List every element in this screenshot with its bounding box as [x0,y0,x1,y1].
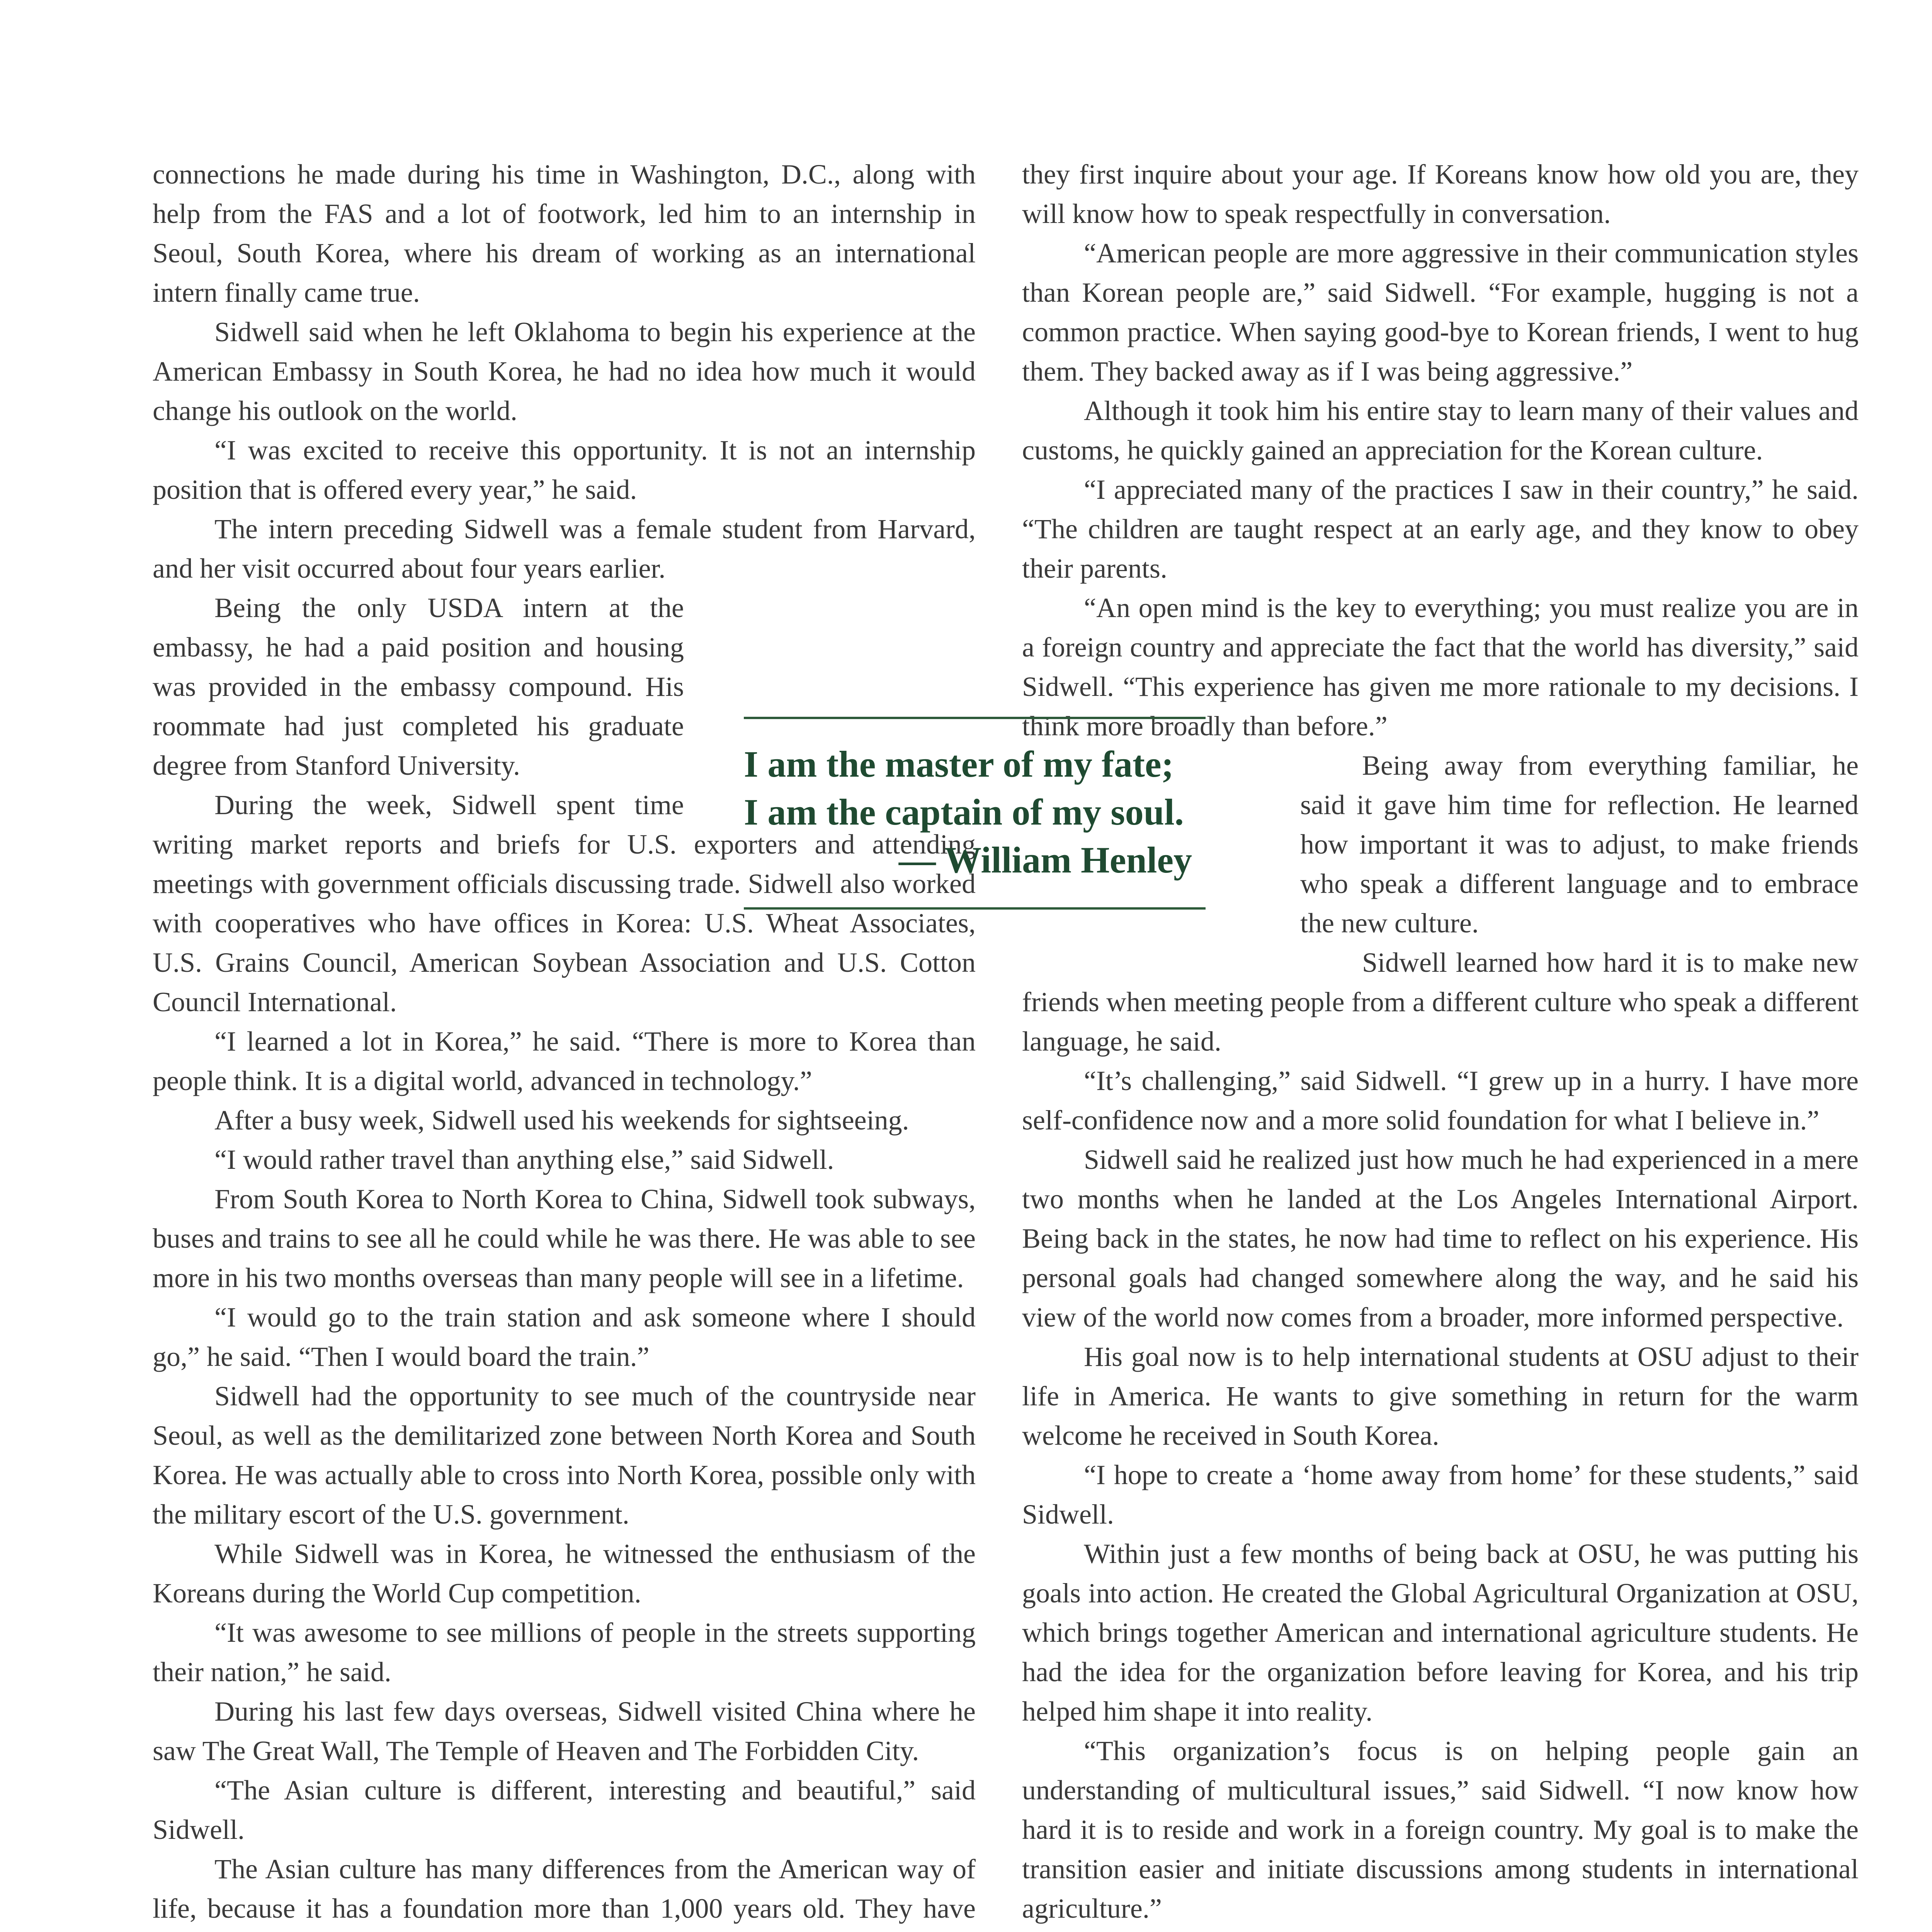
paragraph: “An open mind is the key to everything; you must realize you are in a foreign country and appreciate the fact that the world has diversity,” said Sidwell. “This experience has given me more rationale to my decisions. I think more broadly than before.” [1022,592,1859,742]
paragraph: During his last few days overseas, Sidwell visited China where he saw The Great Wall, The Temple of Heaven and The Forbidden City. [153,1696,976,1766]
paragraph: The Asian culture has many differences from the American way of life, because it has a foundation more than 1,000 years old. They have [153,1854,976,1924]
paragraph: His goal now is to help international students at OSU adjust to their life in America. He wants to give something in return for the warm welcome he received in South Korea. [1022,1341,1859,1451]
paragraph: Sidwell said he realized just how much he had experienced in a mere two months when he landed at the Los Angeles International Airport. Being back in the states, he now had time to reflect on his experience. His personal goals had changed somewhere along the way, and he said his view of the world now comes from a broader, more informed perspective. [1022,1144,1859,1333]
paragraph: “The Asian culture is different, interesting and beautiful,” said Sidwell. [153,1775,976,1845]
paragraph: “I would go to the train station and ask someone where I should go,” he said. “Then I would board the train.” [153,1302,976,1372]
paragraph: While Sidwell was in Korea, he witnessed the enthusiasm of the Koreans during the World Cup competition. [153,1538,976,1609]
paragraph: From South Korea to North Korea to China, Sidwell took subways, buses and trains to see all he could while he was there. He was able to see more in his two months overseas than many people will see in a lifetime. [153,1184,976,1293]
paragraph: “This organization’s focus is on helping people gain an understanding of multicultural issues,” said Sidwell. “I now know how hard it is to reside and work in a foreign country. My goal is to make the transition easier and initiate discussions among students in international agriculture.” [1022,1735,1859,1924]
pull-quote-line: I am the master of my fate; [744,743,1174,785]
paragraph: “It’s challenging,” said Sidwell. “I grew up in a hurry. I have more self-confidence now and a more solid foundation for what I believe in.” [1022,1065,1859,1136]
paragraph: Sidwell had the opportunity to see much of the countryside near Seoul, as well as the demilitarized zone between North Korea and South Korea. He was actually able to cross into North Korea, possible only with the military escort of the U.S. government. [153,1381,976,1530]
paragraph: connections he made during his time in Washington, D.C., along with help from the FAS and a lot of footwork, led him to an internship in Seoul, South Korea, where his dream of working as an international intern finally came true. [153,159,976,308]
pull-quote [744,717,1206,910]
paragraph: they first inquire about your age. If Koreans know how old you are, they will know how to speak respectfully in conversation. [1022,159,1859,229]
paragraph: After a busy week, Sidwell used his weekends for sightseeing. [214,1105,909,1136]
paragraph: “I was excited to receive this opportunity. It is not an internship position that is offered every year,” he said. [153,435,976,505]
article-column-right [1022,155,1859,1932]
paragraph [1022,1928,1859,1932]
pull-quote-attribution: — William Henley [898,839,1192,881]
paragraph: “I hope to create a ‘home away from home’ for these students,” said Sidwell. [1022,1459,1859,1530]
paragraph: Sidwell learned how hard it is to make new friends when meeting people from a different culture who speak a different language, he said. [1022,947,1859,1057]
paragraph: “American people are more aggressive in their communication styles than Korean people are,” said Sidwell. “For example, hugging is not a common practice. When saying good-bye to Korean friends, I went to hug them. They backed away as if I was being aggressive.” [1022,238,1859,387]
article-column-left [153,155,976,1932]
paragraph: During the week, Sidwell spent time writing market reports and briefs for U.S. exporters and attending meetings with government officials discussing trade. Sidwell also worked with cooperatives who have offices in Korea: U.S. Wheat Associates, U.S. Grains Council, American Soybean Association and U.S. Cotton Council International. [153,789,976,1017]
pull-quote-line: I am the captain of my soul. [744,791,1184,833]
paragraph: Sidwell said when he left Oklahoma to begin his experience at the American Embassy in South Korea, he had no idea how much it would change his outlook on the world. [153,316,976,426]
paragraph: Being the only USDA intern at the embassy, he had a paid position and housing was provided in the embassy compound. His roommate had just completed his graduate degree from Stanford University. [153,592,684,781]
paragraph: Although it took him his entire stay to learn many of their values and customs, he quickly gained an appreciation for the Korean culture. [1022,395,1859,466]
paragraph: “I appreciated many of the practices I saw in their country,” he said. “The children are taught respect at an early age, and they know to obey their parents. [1022,474,1859,584]
paragraph: “I would rather travel than anything else,” said Sidwell. [214,1144,834,1175]
paragraph: “I learned a lot in Korea,” he said. “There is more to Korea than people think. It is a digital world, advanced in technology.” [153,1026,976,1096]
paragraph: Within just a few months of being back at OSU, he was putting his goals into action. He created the Global Agricultural Organization at OSU, which brings together American and international agriculture students. He had the idea for the organization before leaving for Korea, and his trip helped him shape it into reality. [1022,1538,1859,1727]
paragraph: “It was awesome to see millions of people in the streets supporting their nation,” he said. [153,1617,976,1687]
paragraph: The intern preceding Sidwell was a female student from Harvard, and her visit occurred about four years earlier. [153,514,976,584]
paragraph: Being away from everything familiar, he said it gave him time for reflection. He learned how important it was to adjust, to make friends who speak a different language and to embrace the new culture. [1300,750,1859,939]
